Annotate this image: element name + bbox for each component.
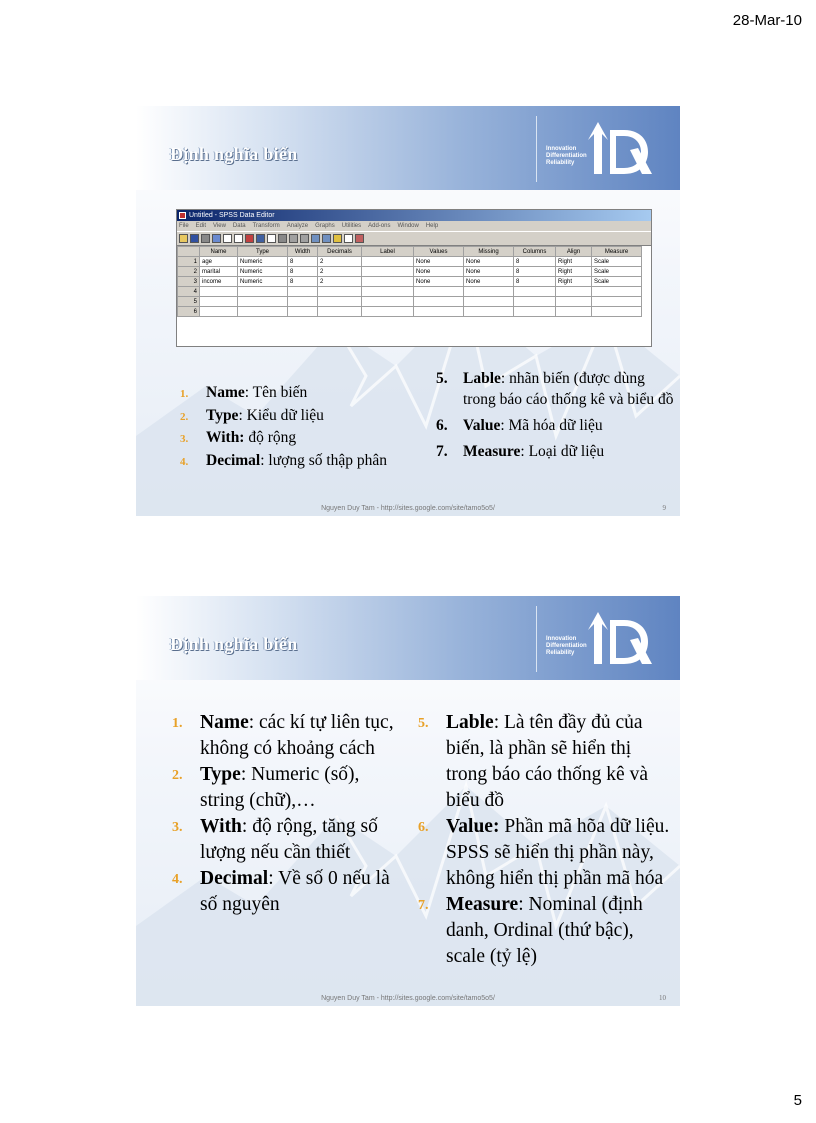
spss-menu-item: Analyze <box>286 223 309 229</box>
column-header <box>178 247 200 257</box>
table-row <box>178 287 642 297</box>
save-icon <box>190 234 199 243</box>
table-cell: None <box>414 267 464 277</box>
slide-footer: Nguyen Duy Tam - http://sites.google.com/site/tamo5o5/ <box>321 995 495 1002</box>
list-text: : Là tên đầy đủ của biến, là phần sẽ hiển thị trong báo cáo thống kê và biểu đồ <box>446 712 648 811</box>
table-row <box>178 307 642 317</box>
table-cell <box>200 297 238 307</box>
list-term: Name <box>200 712 249 733</box>
list-term: Name <box>206 384 245 401</box>
table-cell <box>288 307 318 317</box>
table-cell: None <box>464 277 514 287</box>
value-labels-icon <box>344 234 353 243</box>
list-item <box>172 814 404 866</box>
column-header: Name <box>200 247 238 257</box>
table-cell <box>238 297 288 307</box>
table-cell: age <box>200 257 238 267</box>
list-text: Phần mã hõa dữ liệu. SPSS sẽ hiển thị phần này, không hiển thị phần mã hóa <box>446 816 670 889</box>
spss-variable-grid <box>177 246 651 346</box>
table-cell: 8 <box>514 257 556 267</box>
table-row <box>178 277 642 287</box>
table-cell: 2 <box>318 267 362 277</box>
idr-logo-mark <box>580 606 662 672</box>
table-cell <box>414 307 464 317</box>
page-date: 28-Mar-10 <box>732 12 802 29</box>
column-header: Missing <box>464 247 514 257</box>
list-text: : Kiểu dữ liệu <box>238 406 324 424</box>
slide10-right-list <box>418 710 673 970</box>
table-cell <box>556 307 592 317</box>
list-item <box>172 866 404 918</box>
list-term: With <box>200 816 242 837</box>
list-number: 6. <box>418 820 429 835</box>
table-cell <box>464 287 514 297</box>
list-term: Type <box>206 406 239 424</box>
list-text: : Tên biến <box>244 384 308 401</box>
spss-app-icon <box>179 212 186 219</box>
redo-icon <box>234 234 243 243</box>
table-cell <box>592 287 642 297</box>
table-cell <box>238 307 288 317</box>
list-item <box>172 710 404 762</box>
list-text: : các kí tự liên tục, không có khoảng cách <box>200 712 394 759</box>
slide-header <box>136 106 680 190</box>
select-cases-icon <box>333 234 342 243</box>
slide9-right-list <box>436 368 676 467</box>
logo-tagline-line: Reliability <box>546 160 575 166</box>
spss-menu-item: Data <box>232 223 246 229</box>
table-cell: 8 <box>288 267 318 277</box>
list-text: : Mã hóa dữ liệu <box>500 417 603 434</box>
column-header: Columns <box>514 247 556 257</box>
spss-menu-item: Add-ons <box>368 223 391 229</box>
list-text: : độ rộng, tăng số lượng nếu cần thiết <box>200 816 378 863</box>
slide-title: Định nghĩa biến <box>170 634 298 654</box>
logo-divider <box>536 606 537 672</box>
logo-divider <box>536 116 537 182</box>
table-cell: 2 <box>318 277 362 287</box>
list-number: 5. <box>418 716 429 731</box>
column-header: Measure <box>592 247 642 257</box>
slide-number: 10 <box>659 994 666 1002</box>
list-term: Lable <box>463 370 501 387</box>
table-cell <box>238 287 288 297</box>
spss-menu-item: Window <box>397 223 419 229</box>
table-cell: income <box>200 277 238 287</box>
table-cell <box>592 297 642 307</box>
insert-variable-icon <box>300 234 309 243</box>
list-term: Type <box>200 764 241 785</box>
table-cell <box>362 297 414 307</box>
table-cell <box>362 267 414 277</box>
slide-number: 9 <box>662 504 666 512</box>
table-row <box>178 257 642 267</box>
table-cell: None <box>414 277 464 287</box>
list-term: Decimal <box>200 868 269 889</box>
list-item <box>172 762 404 814</box>
column-header: Values <box>414 247 464 257</box>
use-sets-icon <box>355 234 364 243</box>
weight-cases-icon <box>322 234 331 243</box>
table-cell: Numeric <box>238 267 288 277</box>
table-header-row <box>178 247 642 257</box>
table-cell <box>556 297 592 307</box>
idr-logo <box>532 110 670 188</box>
table-cell <box>288 297 318 307</box>
idr-logo <box>532 600 670 678</box>
table-row <box>178 297 642 307</box>
list-number: 4. <box>172 872 183 887</box>
spss-menu-item: Edit <box>195 223 207 229</box>
list-number: 4. <box>180 455 189 468</box>
column-header: Align <box>556 247 592 257</box>
list-text: độ rộng <box>244 429 297 446</box>
logo-tagline-line: Differentiation <box>546 153 587 159</box>
list-item <box>436 441 676 462</box>
table-cell: 8 <box>514 267 556 277</box>
slide-header <box>136 596 680 680</box>
open-folder-icon <box>179 234 188 243</box>
table-cell: Scale <box>592 267 642 277</box>
slide-9 <box>136 106 680 516</box>
table-cell: None <box>464 267 514 277</box>
find-icon <box>278 234 287 243</box>
table-cell: Numeric <box>238 257 288 267</box>
table-cell <box>414 287 464 297</box>
list-number: 1. <box>172 716 183 731</box>
row-number: 4 <box>178 287 200 297</box>
print-icon <box>201 234 210 243</box>
row-number: 1 <box>178 257 200 267</box>
insert-case-icon <box>289 234 298 243</box>
list-item <box>180 450 420 473</box>
undo-icon <box>223 234 232 243</box>
list-number: 7. <box>418 898 429 913</box>
slide9-left-list <box>180 382 420 472</box>
table-cell <box>318 297 362 307</box>
variables-icon <box>267 234 276 243</box>
list-text: : lượng số thập phân <box>260 451 388 469</box>
list-term: Value: <box>446 816 500 837</box>
list-term: Measure <box>463 443 521 460</box>
list-item <box>436 415 676 436</box>
table-cell <box>200 287 238 297</box>
table-cell <box>464 307 514 317</box>
table-cell <box>514 307 556 317</box>
list-term: Measure <box>446 894 519 915</box>
row-number: 6 <box>178 307 200 317</box>
list-number: 2. <box>172 768 183 783</box>
dialog-recall-icon <box>212 234 221 243</box>
row-number: 5 <box>178 297 200 307</box>
idr-logo-mark <box>580 116 662 182</box>
slide10-left-list <box>172 710 404 918</box>
list-text: : nhãn biến (được dùng trong báo cáo thống kê và biểu đồ <box>463 370 674 408</box>
logo-tagline-line: Innovation <box>546 636 577 642</box>
list-item <box>180 382 420 405</box>
list-term: Lable <box>446 712 494 733</box>
column-header: Width <box>288 247 318 257</box>
table-cell: Scale <box>592 257 642 267</box>
table-cell: Numeric <box>238 277 288 287</box>
list-text: : Nominal (định danh, Ordinal (thứ bậc), scale (tỷ lệ) <box>446 894 643 967</box>
column-header: Decimals <box>318 247 362 257</box>
table-cell <box>592 307 642 317</box>
goto-chart-icon <box>245 234 254 243</box>
logo-tagline-line: Reliability <box>546 650 575 656</box>
slide-title: Định nghĩa biến <box>170 144 298 164</box>
table-cell <box>414 297 464 307</box>
table-row <box>178 267 642 277</box>
table-cell <box>288 287 318 297</box>
spss-menu-item: File <box>179 223 189 229</box>
table-cell: None <box>414 257 464 267</box>
slide-footer: Nguyen Duy Tam - http://sites.google.com/site/tamo5o5/ <box>321 505 495 512</box>
goto-case-icon <box>256 234 265 243</box>
table-cell <box>362 257 414 267</box>
column-header: Type <box>238 247 288 257</box>
list-number: 7. <box>436 443 448 460</box>
table-cell <box>362 287 414 297</box>
list-text: : Về số 0 nếu là số nguyên <box>200 868 390 915</box>
table-cell <box>318 307 362 317</box>
slide-10 <box>136 596 680 1006</box>
table-cell: 2 <box>318 257 362 267</box>
table-cell: Right <box>556 267 592 277</box>
table-cell <box>514 287 556 297</box>
table-cell <box>200 307 238 317</box>
table-cell: Right <box>556 277 592 287</box>
list-number: 6. <box>436 417 448 434</box>
table-cell <box>362 277 414 287</box>
table-cell <box>514 297 556 307</box>
list-item <box>418 710 673 814</box>
list-item <box>180 427 420 450</box>
spss-menu-item: Help <box>425 223 439 229</box>
table-cell <box>464 297 514 307</box>
list-term: Decimal <box>206 451 261 469</box>
list-term: With: <box>206 429 245 446</box>
list-term: Value <box>463 417 501 434</box>
spss-titlebar <box>177 210 651 221</box>
table-cell: marital <box>200 267 238 277</box>
spss-menu-item: View <box>213 223 226 229</box>
table-cell <box>362 307 414 317</box>
split-file-icon <box>311 234 320 243</box>
spss-window-title: Untitled - SPSS Data Editor <box>189 212 275 219</box>
spss-toolbar <box>177 231 651 246</box>
row-number: 3 <box>178 277 200 287</box>
row-number: 2 <box>178 267 200 277</box>
logo-tagline-line: Differentiation <box>546 643 587 649</box>
list-number: 2. <box>180 410 189 423</box>
page-number: 5 <box>793 1092 802 1109</box>
table-cell <box>318 287 362 297</box>
list-text: : Numeric (số), string (chữ),… <box>200 764 360 811</box>
spss-menu-item: Transform <box>252 223 280 229</box>
list-number: 3. <box>172 820 183 835</box>
list-item <box>418 892 673 970</box>
list-number: 1. <box>180 388 189 400</box>
table-cell: 8 <box>288 277 318 287</box>
list-item <box>180 405 420 428</box>
table-cell: None <box>464 257 514 267</box>
table-cell: 8 <box>514 277 556 287</box>
list-number: 5. <box>436 370 448 387</box>
column-header: Label <box>362 247 414 257</box>
logo-tagline-line: Innovation <box>546 146 577 152</box>
spss-data-editor-screenshot <box>176 209 652 347</box>
table-cell: Right <box>556 257 592 267</box>
table-cell: Scale <box>592 277 642 287</box>
table-cell <box>556 287 592 297</box>
list-text: : Loại dữ liệu <box>520 443 605 460</box>
list-number: 3. <box>180 433 189 445</box>
variable-view-table <box>177 246 642 317</box>
list-item <box>418 814 673 892</box>
table-cell: 8 <box>288 257 318 267</box>
spss-menubar <box>177 221 651 231</box>
spss-menu-item: Utilities <box>341 223 362 229</box>
spss-menu-item: Graphs <box>315 223 335 229</box>
list-item <box>436 368 676 410</box>
